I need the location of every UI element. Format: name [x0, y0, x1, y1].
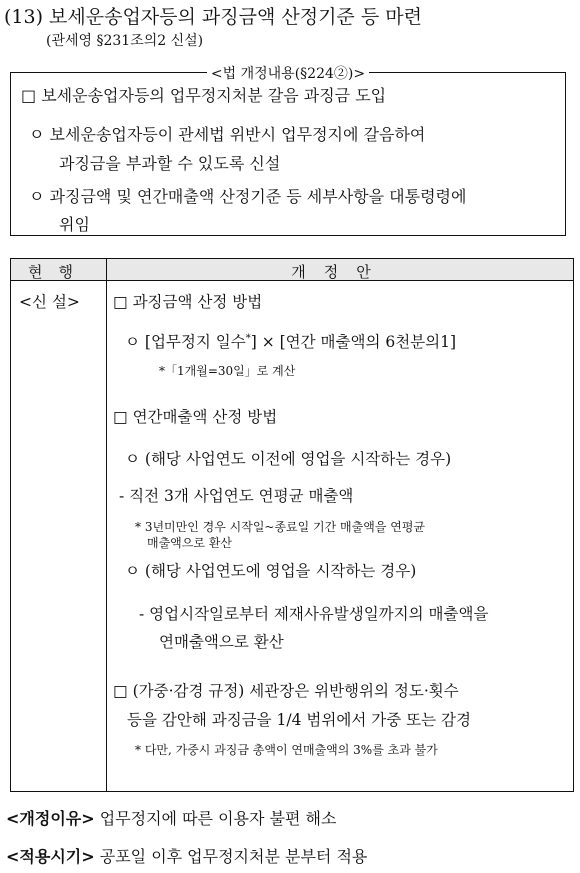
footnote-mark: * [245, 332, 251, 344]
list-item: ㅇ (해당 사업연도에 영업을 시작하는 경우) [125, 562, 417, 580]
column-divider [106, 259, 107, 791]
page-title: (13) 보세운송업자등의 과징금액 산정기준 등 마련 [4, 6, 422, 28]
summary-item-2a: ㅇ 과징금액 및 연간매출액 산정기준 등 세부사항을 대통령령에 [29, 187, 467, 206]
list-item: - 직전 3개 사업연도 연평균 매출액 [119, 487, 354, 505]
col-header-current: 현행 [28, 263, 89, 281]
summary-item-1b: 과징금을 부과할 수 있도록 신설 [59, 154, 281, 173]
summary-heading: □ 보세운송업자등의 업무정지처분 갈음 과징금 도입 [21, 86, 387, 105]
page-subtitle: (관세영 §231조의2 신설) [46, 33, 204, 49]
footnote: 매출액으로 환산 [147, 536, 232, 550]
summary-item-2b: 위임 [59, 215, 90, 234]
summary-box [10, 66, 566, 236]
list-item: ㅇ (해당 사업연도 이전에 영업을 시작하는 경우) [125, 450, 452, 468]
comparison-table [10, 258, 574, 792]
footnote: * 다만, 가중시 과징금 총액이 연매출액의 3%를 초과 불가 [135, 743, 438, 757]
formula-part-2: ] × [연간 매출액의 6천분의1] [250, 333, 457, 351]
list-item: 등을 감안해 과징금을 1/4 범위에서 가중 또는 감경 [127, 711, 471, 729]
section-heading: □ 연간매출액 산정 방법 [113, 408, 278, 426]
reason-line [6, 806, 336, 829]
section-heading: □ 과징금액 산정 방법 [113, 293, 263, 311]
summary-label [11, 63, 565, 83]
summary-label-text: <법 개정내용(§224②)> [207, 66, 369, 82]
timing-text: 공포일 이후 업무정지처분 분부터 적용 [99, 847, 368, 866]
reason-text: 업무정지에 따른 이용자 불편 해소 [99, 809, 337, 828]
section-heading: □ (가중·감경 규정) 세관장은 위반행위의 정도·횟수 [113, 682, 459, 700]
current-cell: <신 설> [19, 293, 80, 311]
col-header-proposal: 개정안 [291, 263, 389, 281]
footnote: * 3년미만인 경우 시작일~종료일 기간 매출액을 연평균 [135, 520, 426, 534]
timing-label: <적용시기> [6, 847, 95, 866]
timing-line [6, 844, 367, 867]
list-item: - 영업시작일로부터 제재사유발생일까지의 매출액을 [139, 605, 489, 623]
reason-label: <개정이유> [6, 809, 95, 828]
formula-line [125, 330, 456, 352]
footnote: *「1개월=30일」로 계산 [159, 364, 296, 378]
formula-part-1: ㅇ [업무정지 일수 [125, 333, 246, 351]
summary-item-1a: ㅇ 보세운송업자등이 관세법 위반시 업무정지에 갈음하여 [29, 125, 426, 144]
list-item: 연매출액으로 환산 [159, 633, 284, 651]
